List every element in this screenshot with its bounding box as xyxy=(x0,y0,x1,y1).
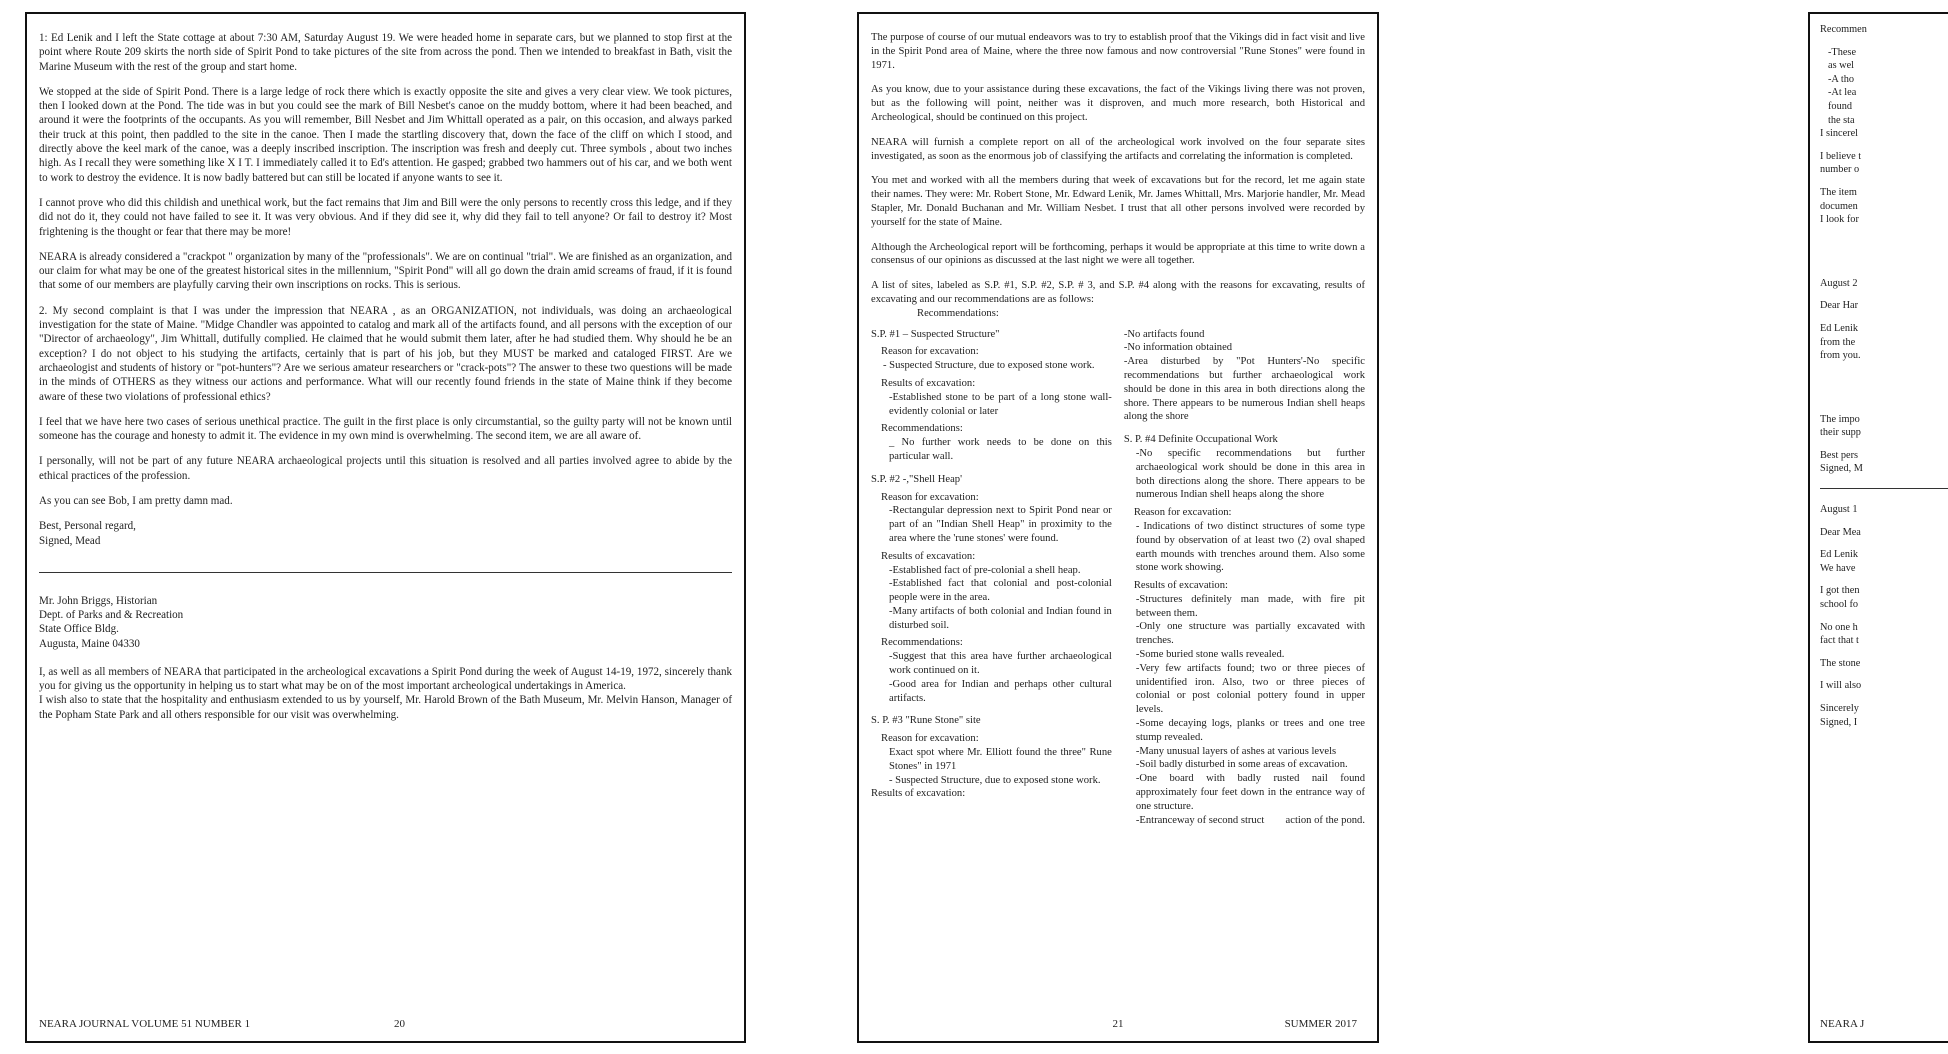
results-item: -Area disturbed by "Pot Hunters'-No specific recommendations but further archaeological work should be done in this area in both directions along the shore. There appears to be numerous Indian shell heaps along the shore xyxy=(1123,356,1365,423)
paragraph: The purpose of course of our mutual endeavors was to try to establish proof that the Vikings did in fact visit and live in the Spirit Pond area of Maine, where the three now famous and now controversial "Rune Stones" were found in 1971. xyxy=(871,32,1365,71)
site-title: S. P. #3 "Rune Stone" site xyxy=(871,715,981,727)
results-item: -One board with badly rusted nail found approximately four feet down in the entrance way of one structure. xyxy=(1135,773,1365,812)
results-item: -Many unusual layers of ashes at various levels xyxy=(1135,745,1337,757)
issue-season: SUMMER 2017 xyxy=(1284,1018,1357,1030)
signature-line: Signed, Mead xyxy=(39,534,101,547)
text-fragment: found xyxy=(1828,100,1853,112)
text-fragment: I got then xyxy=(1820,585,1860,597)
paragraph: Although the Archeological report will be forthcoming, perhaps it would be appropriate at this time to write down a consensus of our opinions as discussed at the last night we were all together. xyxy=(871,241,1365,267)
text-fragment: I believe t xyxy=(1820,150,1862,162)
results-item: -Established fact of pre-colonial a shell heap. xyxy=(889,564,1081,576)
address-line: Augusta, Maine 04330 xyxy=(39,637,140,650)
recommendations-heading: Recommendations: xyxy=(917,307,999,319)
journal-title: NEARA JOURNAL VOLUME 51 NUMBER 1 xyxy=(39,1018,251,1030)
page-number: 21 xyxy=(1112,1018,1124,1030)
reason-label: Reason for excavation: xyxy=(881,733,979,745)
results-label: Results of excavation: xyxy=(881,550,976,562)
text-fragment: August 1 xyxy=(1820,504,1858,516)
text-fragment: -These xyxy=(1828,46,1857,58)
text-fragment: Recommen xyxy=(1820,24,1867,35)
paragraph: As you know, due to your assistance during these excavations, the fact of the Vikings living there was not proven, but as the following will point, neither was it disproven, and much more research, both Historical and Archeological, should be continued on this project. xyxy=(871,84,1365,123)
reason-text: - Suspected Structure, due to exposed stone work. xyxy=(889,774,1101,786)
results-label: Results of excavation: xyxy=(1133,580,1228,592)
text-fragment: I sincerel xyxy=(1820,128,1859,140)
text-group xyxy=(1820,503,1948,729)
reason-text: -Rectangular depression next to Spirit Pond near or part of an "Indian Shell Heap" in proximity to the area where the 'rune stones' were found. xyxy=(889,505,1112,544)
recommendations-item: -Suggest that this area have further archaeological work continued on it. xyxy=(889,651,1112,677)
results-item: -Only one structure was partially excavated with trenches. xyxy=(1135,621,1365,647)
text-fragment: August 2 xyxy=(1820,277,1858,289)
site-title: S.P. #2 -,"Shell Heap' xyxy=(871,473,962,485)
text-fragment: documen xyxy=(1820,200,1858,212)
closing-line: Best, Personal regard, xyxy=(39,520,136,533)
paragraph: 2. My second complaint is that I was under the impression that NEARA , as an ORGANIZATION, not individuals, was doing an archaeological investigation for the state of Maine. "Midge Chandler was appointed to catalog and mark all of the artifacts found, and all persons with the exception of our "Director of archaeology", Jim Whittall, dutifully complied. He claimed that he would submit them later, after he had studied them. Why should he be an exception? I do not object to his studying the artifacts, certainly that is part of his job, but they MUST be marked and cataloged FIRST. Are we archaeologist and students of history or "pot-hunters"? Are we serious amateur researchers or "crack-pots"? The answer to these two questions will be made in the minds of OTHERS as they witness our actions and performance. What will our recently found friends in the state of Maine think if they become aware of these two violations of professional ethics? xyxy=(39,304,732,403)
text-fragment: No one h xyxy=(1820,621,1858,633)
site-title: S. P. #4 Definite Occupational Work xyxy=(1123,434,1278,446)
paragraph: I wish also to state that the hospitality and enthusiasm extended to us by yourself, Mr. Harold Brown of the Bath Museum, Mr. Melvin Hanson, Manager of the Popham State Park and all others responsible for our visit was overwhelming. xyxy=(39,694,732,721)
text-fragment: Signed, M xyxy=(1820,463,1863,475)
results-item: -No artifacts found xyxy=(1123,328,1205,340)
paragraph: You met and worked with all the members during that week of excavations but for the record, let me again state their names. They were: Mr. Robert Stone, Mr. Edward Lenik, Mr. James Whittall, Mrs. Marjorie handler, Mr. Mead Stapler, Mr. Donald Buchanan and Mr. William Nesbet. I trust that all other persons involved were recorded by yourself for the state of Maine. xyxy=(871,175,1365,228)
results-label: Results of excavation: xyxy=(881,377,976,389)
site-title: S.P. #1 – Suspected Structure" xyxy=(871,328,1000,340)
journal-title: NEARA J xyxy=(1820,1018,1865,1030)
text-group xyxy=(1820,413,1948,476)
results-item: -Established fact that colonial and post-colonial people were in the area. xyxy=(889,578,1112,604)
results-label: Results of excavation: xyxy=(871,788,966,800)
cropped-text xyxy=(1810,14,1948,1041)
results-item: -Many artifacts of both colonial and Indian found in disturbed soil. xyxy=(889,605,1112,631)
recommendations-label: Recommendations: xyxy=(881,637,963,649)
text-fragment: We have xyxy=(1820,562,1856,574)
text-group xyxy=(1820,23,1948,227)
address-line: Dept. of Parks and & Recreation xyxy=(39,609,184,622)
results-text: -Established stone to be part of a long stone wall- evidently colonial or later xyxy=(889,391,1112,417)
results-item: -Soil badly disturbed in some areas of excavation. xyxy=(1135,759,1348,771)
paragraph: I cannot prove who did this childish and unethical work, but the fact remains that Jim and Bill were the only persons to recently cross this ledge, and if they did not do it, they could not have failed to see it. It was very obvious. And if they did see it, why did they fail to tell anyone? Or fail to destroy it? Most frightening is the thought or fear that there may be more! xyxy=(39,196,732,238)
text-fragment: The stone xyxy=(1820,657,1861,669)
reason-label: Reason for excavation: xyxy=(881,491,979,503)
text-fragment: Ed Lenik xyxy=(1820,322,1859,334)
intro-text: -No specific recommendations but further archaeological work should be done in this area in both directions along the shore. There appears to be numerous Indian shell heaps along the shore xyxy=(1135,447,1365,501)
journal-page-20 xyxy=(25,12,746,1043)
text-fragment: school fo xyxy=(1820,599,1859,611)
results-item: -Structures definitely man made, with fire pit between them. xyxy=(1135,593,1365,619)
text-fragment: I will also xyxy=(1820,680,1862,692)
reason-text: - Suspected Structure, due to exposed stone work. xyxy=(883,360,1095,372)
journal-page-22-cropped xyxy=(1808,12,1948,1043)
journal-page-21 xyxy=(857,12,1379,1043)
results-item: -Very few artifacts found; two or three pieces of unidentified iron. Also, two or three pieces of colonial or post colonial pottery found in upper levels. xyxy=(1135,662,1365,716)
recommendations-text: _ No further work needs to be done on this particular wall. xyxy=(889,437,1112,462)
address-block xyxy=(39,594,732,651)
text-fragment: The impo xyxy=(1820,413,1860,425)
text-group xyxy=(1820,277,1948,363)
text-fragment: Best pers xyxy=(1820,449,1859,461)
text-fragment: number o xyxy=(1820,164,1860,176)
paragraph: I, as well as all members of NEARA that participated in the archeological excavations a Spirit Pond during the week of August 14-19, 1972, sincerely thank you for giving us the opportunity in helping us to start what may be on of the most important archeological undertakings in America. xyxy=(39,665,732,693)
text-fragment: Sincerely xyxy=(1820,703,1859,714)
results-item: -Some buried stone walls revealed. xyxy=(1135,649,1285,661)
results-item: -No information obtained xyxy=(1123,342,1233,354)
paragraph: NEARA is already considered a "crackpot " organization by many of the "professionals". We are on continual "trial". We are finished as an organization, and our claim for what may be one of the greatest historical sites in the millennium, "Spirit Pond" will all go down the drain amid screams of fraud, if it is found that some of our members are playfully carving their own inscriptions on rocks. This is serious. xyxy=(39,250,732,292)
right-column xyxy=(1124,328,1365,828)
recommendations-label: Recommendations: xyxy=(881,423,963,435)
two-column-list xyxy=(871,328,1365,828)
text-fragment: Ed Lenik xyxy=(1820,549,1859,561)
reason-text: Exact spot where Mr. Elliott found the three" Rune Stones" in 1971 xyxy=(889,747,1112,772)
paragraph: I feel that we have here two cases of serious unethical practice. The guilt in the first place is only circumstantial, so the guilty party will not be known until someone has the courage and honesty to admit it. The evidence in my own mind is overwhelming. The second item, we are all aware of. xyxy=(39,415,732,443)
text-fragment: their supp xyxy=(1820,427,1861,439)
left-column xyxy=(871,328,1112,828)
text-fragment: -A tho xyxy=(1828,73,1855,85)
text-fragment: the sta xyxy=(1828,114,1855,126)
address-line: State Office Bldg. xyxy=(39,623,119,636)
text-fragment: Dear Har xyxy=(1820,300,1859,312)
text-fragment: Signed, I xyxy=(1820,716,1858,728)
text-fragment: fact that t xyxy=(1820,635,1859,647)
paragraph: NEARA will furnish a complete report on all of the archeological work involved on the four separate sites investigated, as soon as the enormous job of classifying the artifacts and correlating the information is completed. xyxy=(871,136,1365,162)
text-fragment: from you. xyxy=(1820,350,1861,362)
reason-label: Reason for excavation: xyxy=(1133,507,1232,519)
recommendations-item: -Good area for Indian and perhaps other cultural artifacts. xyxy=(889,678,1112,704)
reason-text: - Indications of two distinct structures of some type found by observation of at least two (2) oval shaped earth mounds with trenches around them. Also some stone work showing. xyxy=(1135,520,1365,574)
text-fragment: I look for xyxy=(1820,214,1859,226)
divider xyxy=(39,572,732,573)
closing xyxy=(39,519,732,548)
divider xyxy=(1820,488,1948,489)
reason-label: Reason for excavation: xyxy=(881,346,979,358)
results-item: -Entranceway of second struct action of the pond. xyxy=(1135,814,1365,826)
text-fragment: as wel xyxy=(1828,60,1855,72)
text-fragment: Dear Mea xyxy=(1820,526,1861,538)
page-number: 20 xyxy=(394,1018,405,1030)
paragraph: As you can see Bob, I am pretty damn mad. xyxy=(39,495,233,508)
text-fragment: from the xyxy=(1820,336,1856,348)
paragraph: We stopped at the side of Spirit Pond. There is a large ledge of rock there which is exactly opposite the site and gives a very clear view. We took pictures, then I looked down at the Pond. The tide was in but you could see the mark of Bill Nesbet's canoe on the muddy bottom, where it had been beached, and around it were the footprints of the occupants. As you will remember, Bill Nesbet and Jim Whittall operated as a pair, on this occasion, and always parked their truck at this point, then paddled to the site in the canoe. Then I made the startling discovery that, down the face of the cliff on which I stood, and directly above the keel mark of the canoe, was a deeply inscribed inscription. The inscription was fresh and deeply cut. Three symbols , about two inches high. As I recall they were something like X I T. I immediately called it to Ed's attention. He gasped; grabbed two hammers out of his car, and we both went to work to destroy the evidence. It is now badly battered but can still be located if anyone wants to see it. xyxy=(39,85,732,184)
paragraph: I personally, will not be part of any future NEARA archaeological projects until this situation is resolved and all parties involved agree to abide by the ethical practices of the profession. xyxy=(39,455,732,482)
text-fragment: The item xyxy=(1820,186,1857,198)
text-fragment: -At lea xyxy=(1828,87,1857,99)
address-line: Mr. John Briggs, Historian xyxy=(39,594,158,607)
results-item: -Some decaying logs, planks or trees and one tree stump revealed. xyxy=(1135,718,1365,743)
paragraph: 1: Ed Lenik and I left the State cottage at about 7:30 AM, Saturday August 19. We were headed home in separate cars, but we planned to stop first at the point where Route 209 skirts the north side of Spirit Pond to take pictures of the site from across the pond. Then we intended to breakfast in Bath, visit the Marine Museum with the rest of the group and start home. xyxy=(39,32,732,73)
paragraph: A list of sites, labeled as S.P. #1, S.P. #2, S.P. # 3, and S.P. #4 along with the reasons for excavating, results of excavating and our recommendations are as follows: xyxy=(871,280,1365,305)
